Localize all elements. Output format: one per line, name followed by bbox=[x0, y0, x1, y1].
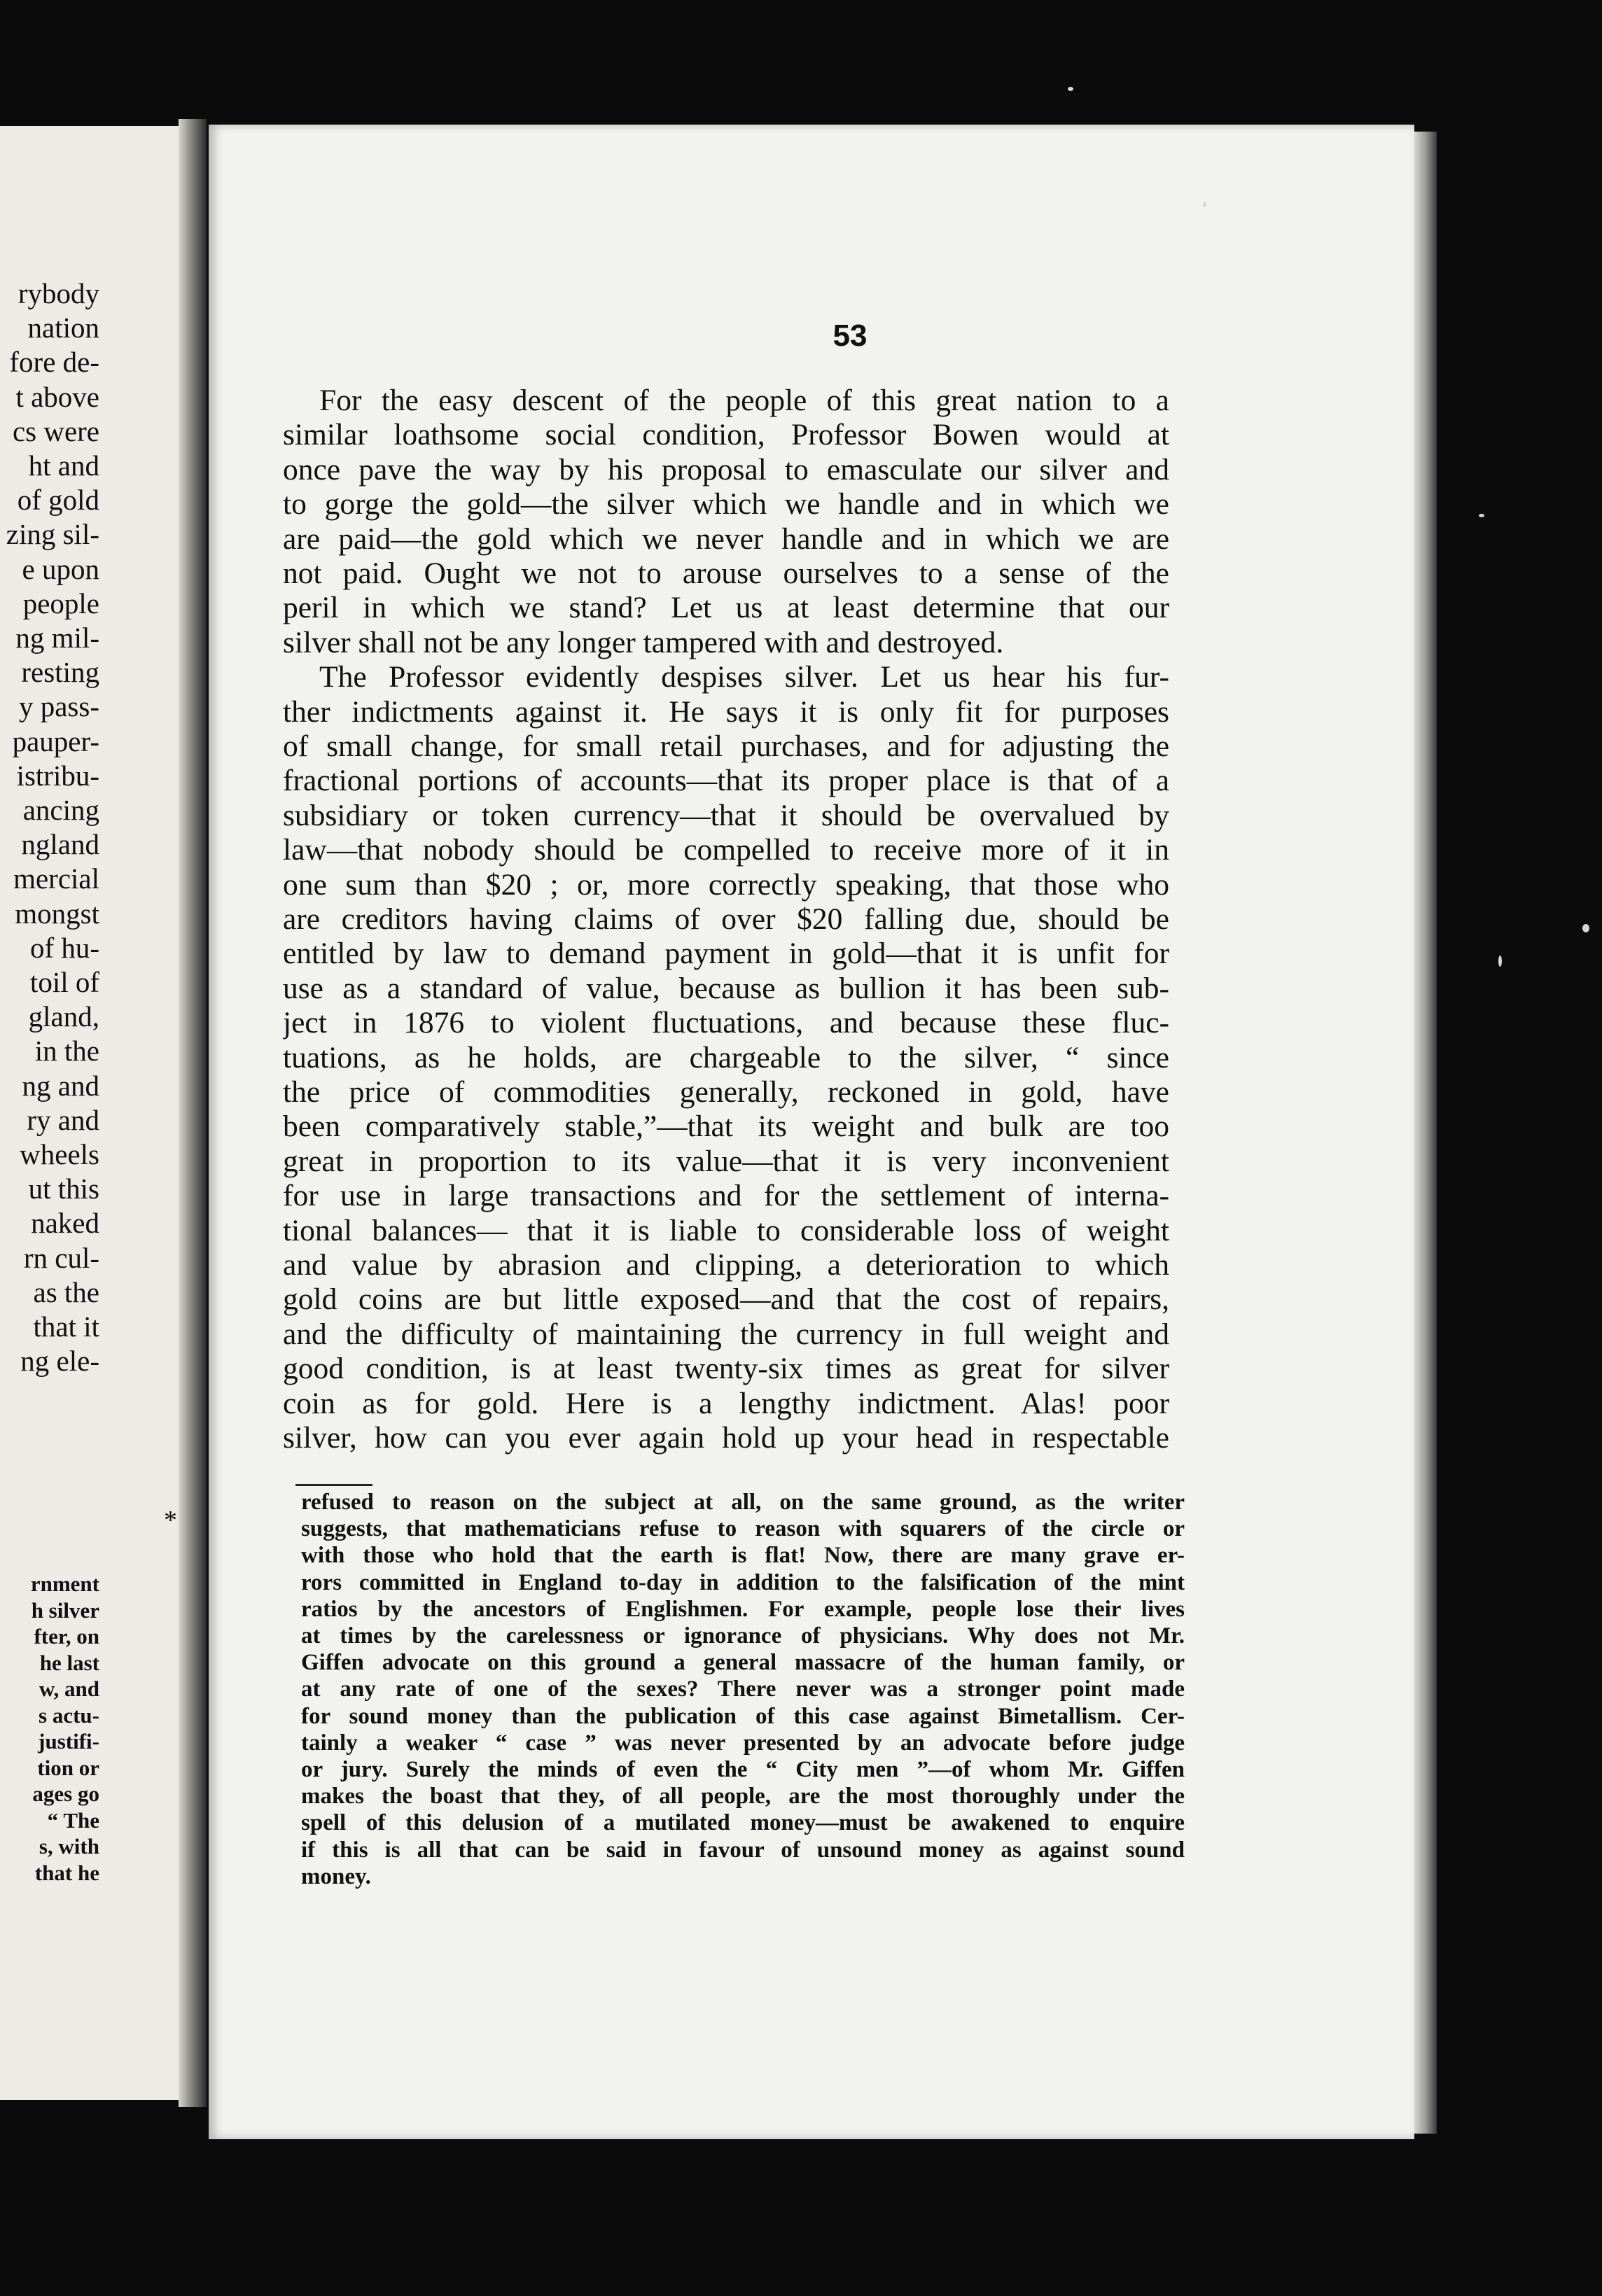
left-page-note-line: s actu- bbox=[39, 1702, 99, 1728]
body-line: and the difficulty of maintaining the currency in full weight and bbox=[283, 1317, 1169, 1351]
body-line: fractional portions of accounts—that its proper place is that of a bbox=[283, 764, 1169, 798]
left-page-line: t above bbox=[15, 380, 99, 413]
footnote-line: Giffen advocate on this ground a general massacre of the human family, or bbox=[301, 1650, 1185, 1676]
footnote-line: money. bbox=[301, 1863, 371, 1889]
dust-speck bbox=[1582, 924, 1589, 932]
left-page-line: as the bbox=[33, 1275, 99, 1308]
left-page-line: rybody bbox=[18, 277, 99, 309]
left-page-line: pauper- bbox=[12, 724, 99, 757]
footnote-line: at any rate of one of the sexes? There never was a stronger point made bbox=[301, 1676, 1185, 1702]
body-line: For the easy descent of the people of this great nation to a bbox=[319, 384, 1169, 417]
left-page-line: mongst bbox=[15, 897, 99, 930]
body-line: similar loathsome social condition, Professor Bowen would at bbox=[283, 418, 1169, 452]
page-edge bbox=[1414, 132, 1437, 2134]
left-page-line: e upon bbox=[22, 552, 99, 585]
dust-speck bbox=[1203, 202, 1206, 207]
left-page-note-line: ages go bbox=[32, 1782, 99, 1806]
body-line: silver, how can you ever again hold up your head in respectable bbox=[283, 1421, 1169, 1455]
left-page-line: that it bbox=[33, 1310, 99, 1343]
body-line: tional balances— that it is liable to considerable loss of weight bbox=[283, 1213, 1169, 1247]
left-page-note-line: that he bbox=[34, 1860, 99, 1885]
left-page-line: resting bbox=[21, 656, 99, 689]
left-page-line: ng mil- bbox=[15, 622, 99, 654]
left-page-line: ng ele- bbox=[20, 1345, 99, 1378]
left-page-note-line: justifi- bbox=[38, 1729, 99, 1754]
body-line: use as a standard of value, because as bullion it has been sub- bbox=[283, 971, 1169, 1005]
left-page-text bbox=[0, 126, 189, 2100]
body-line: not paid. Ought we not to arouse ourselves to a sense of the bbox=[283, 556, 1169, 590]
left-page-line: fore de- bbox=[9, 346, 99, 379]
body-line: one sum than $20 ; or, more correctly speaking, that those who bbox=[283, 867, 1169, 902]
footnote-line: tainly a weaker “ case ” was never presented by an advocate before judge bbox=[301, 1730, 1185, 1756]
footnote-line: at times by the carelessness or ignorance of physicians. Why does not Mr. bbox=[301, 1623, 1185, 1648]
dust-speck bbox=[1068, 87, 1073, 91]
left-page-line: in the bbox=[34, 1035, 99, 1068]
dust-speck bbox=[1479, 514, 1484, 517]
left-page-line: ancing bbox=[22, 794, 99, 826]
left-page-note-line: h silver bbox=[31, 1597, 99, 1623]
left-page-note-line: “ The bbox=[47, 1807, 99, 1833]
footnote-line: rors committed in England to-day in addition to the falsification of the mint bbox=[301, 1569, 1185, 1595]
body-line: for use in large transactions and for the settlement of interna- bbox=[283, 1179, 1169, 1213]
footnote-line: with those who hold that the earth is flat! Now, there are many grave er- bbox=[301, 1543, 1185, 1569]
body-line: entitled by law to demand payment in gold—that it is unfit for bbox=[283, 937, 1169, 971]
body-line: subsidiary or token currency—that it should be overvalued by bbox=[283, 798, 1169, 832]
body-line: tuations, as he holds, are chargeable to the silver, “ since bbox=[283, 1040, 1169, 1074]
left-page-line: y pass- bbox=[18, 690, 99, 723]
left-page-line: ngland bbox=[21, 828, 99, 861]
footnote-line: or jury. Surely the minds of even the “ City men ”—of whom Mr. Giffen bbox=[301, 1757, 1185, 1782]
left-page-gutter bbox=[179, 119, 207, 2107]
page-number: 53 bbox=[833, 318, 868, 353]
left-page-note-line: fter, on bbox=[34, 1624, 99, 1648]
body-line: once pave the way by his proposal to emasculate our silver and bbox=[283, 452, 1169, 486]
left-page-star: * bbox=[164, 1506, 177, 1535]
left-page-line: nation bbox=[27, 312, 99, 344]
left-page-line: rn cul- bbox=[23, 1241, 99, 1274]
left-page bbox=[0, 126, 189, 2100]
left-page-line: istribu- bbox=[16, 759, 99, 792]
body-line: the price of commodities generally, reckoned in gold, have bbox=[283, 1075, 1169, 1109]
body-line: to gorge the gold—the silver which we handle and in which we bbox=[283, 487, 1169, 522]
left-page-note-line: tion or bbox=[37, 1755, 99, 1780]
left-page-line: naked bbox=[31, 1207, 99, 1240]
body-line: been comparatively stable,”—that its weight and bulk are too bbox=[283, 1110, 1169, 1144]
footnote-line: suggests, that mathematicians refuse to reason with squarers of the circle or bbox=[301, 1516, 1185, 1542]
left-page-line: toil of bbox=[29, 966, 99, 998]
left-page-line: cs were bbox=[12, 414, 99, 447]
body-line: are paid—the gold which we never handle and in which we are bbox=[283, 522, 1169, 556]
left-page-line: gland, bbox=[28, 1000, 99, 1033]
body-line: The Professor evidently despises silver. Let us hear his fur- bbox=[319, 660, 1169, 694]
footnote-line: if this is all that can be said in favour of unsound money as against sound bbox=[301, 1837, 1185, 1863]
body-line: good condition, is at least twenty-six times as great for silver bbox=[283, 1352, 1169, 1386]
body-line: ject in 1876 to violent fluctuations, and because these fluc- bbox=[283, 1006, 1169, 1040]
body-line: of small change, for small retail purchases, and for adjusting the bbox=[283, 729, 1169, 763]
footnote-rule bbox=[295, 1484, 372, 1486]
body-line: law—that nobody should be compelled to receive more of it in bbox=[283, 833, 1169, 867]
body-line: and value by abrasion and clipping, a deterioration to which bbox=[283, 1248, 1169, 1282]
footnote-line: for sound money than the publication of this case against Bimetallism. Cer- bbox=[301, 1703, 1185, 1729]
body-line: silver shall not be any longer tampered with and destroyed. bbox=[283, 625, 1004, 659]
footnote-line: makes the boast that they, of all people, are the most thoroughly under the bbox=[301, 1784, 1185, 1809]
footnote-line: ratios by the ancestors of Englishmen. For example, people lose their lives bbox=[301, 1596, 1185, 1622]
left-page-line: wheels bbox=[20, 1138, 99, 1170]
left-page-line: people bbox=[22, 587, 99, 620]
left-page-note-line: he last bbox=[39, 1650, 99, 1675]
left-page-line: of gold bbox=[17, 484, 99, 517]
body-line: are creditors having claims of over $20 falling due, should be bbox=[283, 902, 1169, 936]
left-page-note-line: rnment bbox=[30, 1572, 99, 1596]
footnote-line: refused to reason on the subject at all, on the same ground, as the writer bbox=[301, 1490, 1185, 1515]
body-line: coin as for gold. Here is a lengthy indictment. Alas! poor bbox=[283, 1386, 1169, 1420]
left-page-note-line: w, and bbox=[39, 1676, 99, 1701]
body-line: gold coins are but little exposed—and that the cost of repairs, bbox=[283, 1282, 1169, 1317]
left-page-line: zing sil- bbox=[6, 518, 99, 551]
footnote-line: spell of this delusion of a mutilated money—must be awakened to enquire bbox=[301, 1810, 1185, 1836]
body-line: peril in which we stand? Let us at least determine that our bbox=[283, 591, 1169, 625]
left-page-line: of hu- bbox=[29, 931, 99, 964]
body-line: great in proportion to its value—that it is very inconvenient bbox=[283, 1144, 1169, 1178]
left-page-line: ng and bbox=[22, 1069, 99, 1102]
left-page-line: ht and bbox=[28, 449, 99, 482]
dust-speck bbox=[1498, 955, 1502, 967]
body-line: ther indictments against it. He says it is only fit for purposes bbox=[283, 694, 1169, 729]
left-page-note-line: s, with bbox=[39, 1834, 99, 1858]
left-page-line: mercial bbox=[13, 862, 99, 895]
left-page-line: ut this bbox=[28, 1172, 99, 1205]
left-page-line: ry and bbox=[27, 1103, 99, 1136]
